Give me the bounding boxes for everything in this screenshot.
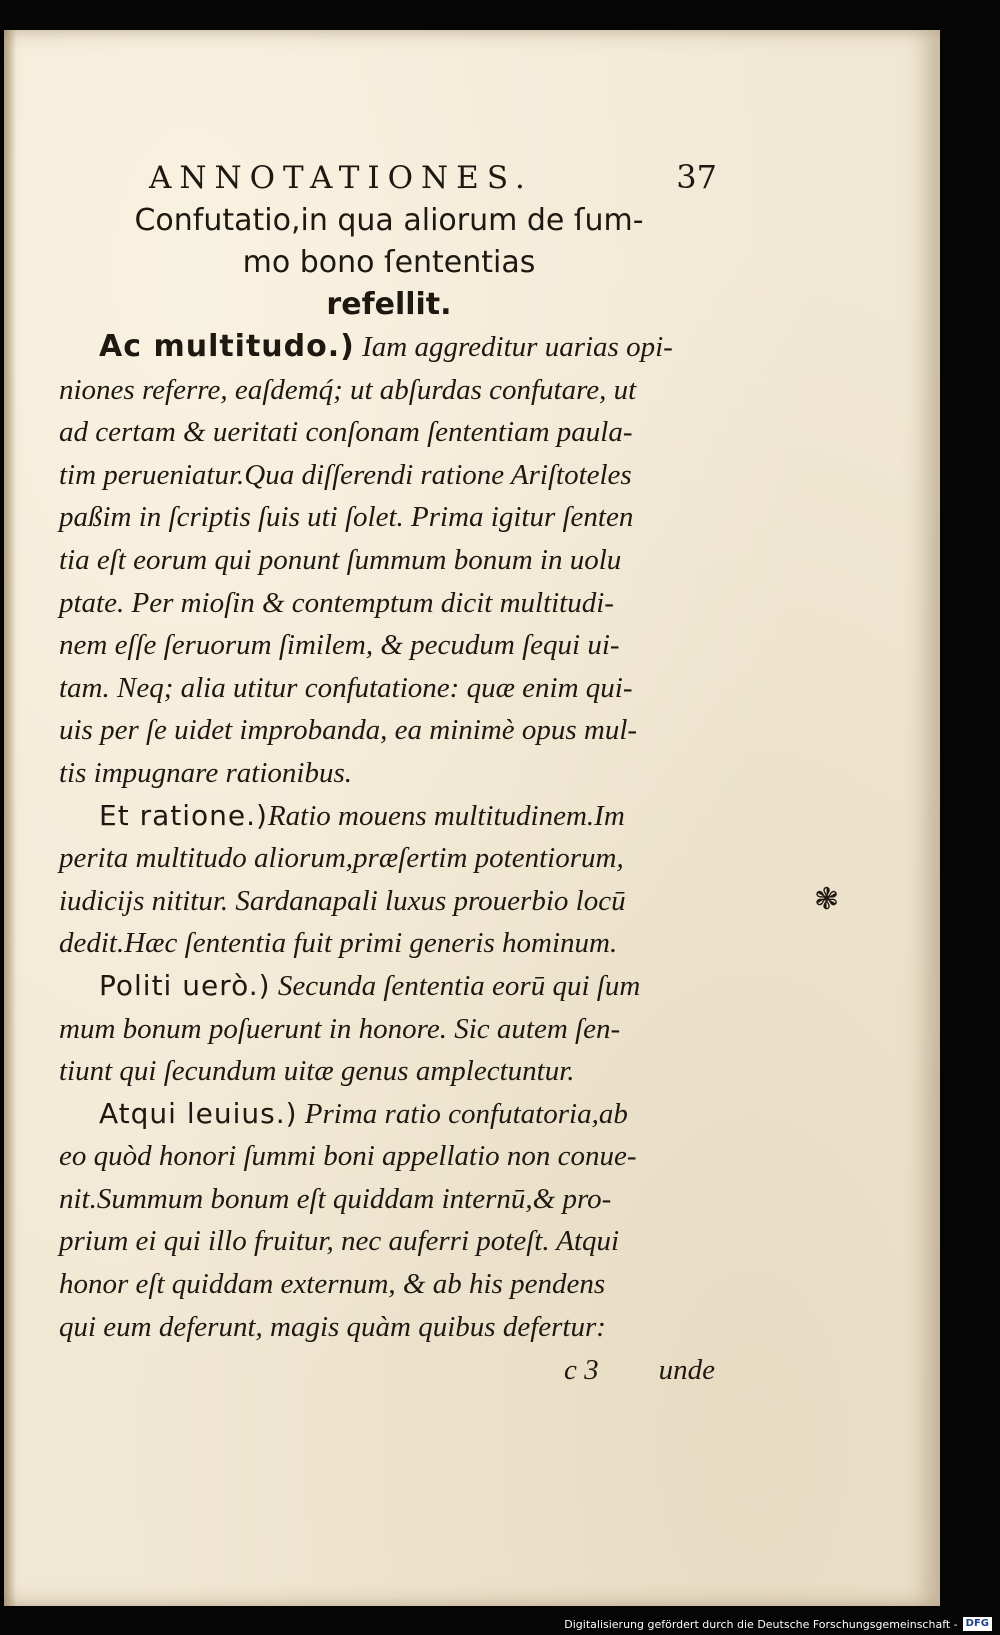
text-block [59,150,719,1390]
text-line: Atqui leuius.) Prima ratio confutatoria,ab [99,1096,628,1130]
text-line: qui eum deferunt, magis quàm quibus defertur: [59,1310,606,1343]
text-line: paßim in ſcriptis ſuis uti ſolet. Prima igitur ſenten [59,501,634,534]
text-line: dedit.Hæc ſententia fuit primi generis hominum. [59,927,618,960]
text-line: honor eſt quiddam externum, & ab his pendens [59,1268,606,1301]
heading-line: Confutatio,in qua aliorum de ſum- [134,203,644,238]
text-line: tam. Neq; alia utitur confutatione: quæ enim qui- [59,671,633,704]
paragraph [59,1093,719,1349]
page-number: 37 [676,158,717,196]
flower-ornament-icon: ❃ [814,882,840,917]
text-line: niones referre, eaſdemq́; ut abſurdas confutare, ut [59,373,637,406]
text-line: mum bonum poſuerunt in honore. Sic autem ſen- [59,1012,621,1045]
text-line: uis per ſe uidet improbanda, ea minimè opus mul- [59,714,638,747]
text-line: Ac multitudo.) Iam aggreditur uarias opi- [99,329,673,364]
dfg-logo-icon: DFG [963,1617,992,1631]
text-line: eo quòd honori ſummi boni appellatio non conue- [59,1140,637,1173]
lemma: Et ratione.) [99,798,268,832]
text-line: Politi uerò.) Secunda ſententia eorū qui ſum [99,968,641,1002]
text-line: ad certam & ueritati conſonam ſententiam paula- [59,416,633,449]
book-page [4,30,940,1606]
paragraph [59,965,719,1093]
text-line: ptate. Per mioſin & contemptum dicit multitudi- [59,586,614,619]
text-line: nem eſſe ſeruorum ſimilem, & pecudum ſequi ui- [59,629,620,662]
text-line: tis impugnare rationibus. [59,756,352,789]
footer-credit: Digitalisierung gefördert durch die Deutsche Forschungsgemeinschaft - [564,1617,958,1631]
lemma: Politi uerò.) [99,968,271,1002]
paragraph [59,795,719,965]
text-line: iudicijs nititur. Sardanapali luxus prouerbio locū [59,884,626,917]
catchline [59,1350,719,1390]
text-line: prium ei qui illo fruitur, nec auferri poteſt. Atqui [59,1225,620,1258]
text-line: tiunt qui ſecundum uitæ genus amplectuntur. [59,1055,575,1088]
text-line: perita multitudo aliorum,præſertim potentiorum, [59,842,624,875]
lemma: Atqui leuius.) [99,1096,298,1130]
text-line: tia eſt eorum qui ponunt ſummum bonum in uolu [59,543,622,576]
text-line: Et ratione.)Ratio mouens multitudinem.Im [99,798,625,832]
running-head [59,150,719,200]
running-title: ANNOTATIONES. [149,160,533,196]
paragraph [59,326,719,795]
section-heading [59,200,719,326]
heading-line: refellit. [326,287,452,322]
lemma: Ac multitudo.) [99,329,355,364]
heading-line: mo bono ſententias [242,245,536,280]
digitization-footer [564,1617,992,1631]
catchword: unde [658,1354,715,1387]
text-line: tim perueniatur.Qua diſſerendi ratione Ariſtoteles [59,458,632,491]
text-line: nit.Summum bonum eſt quiddam internū,& pro- [59,1182,612,1215]
page-binding-shadow [4,30,16,1606]
signature-mark: c 3 [564,1354,599,1387]
